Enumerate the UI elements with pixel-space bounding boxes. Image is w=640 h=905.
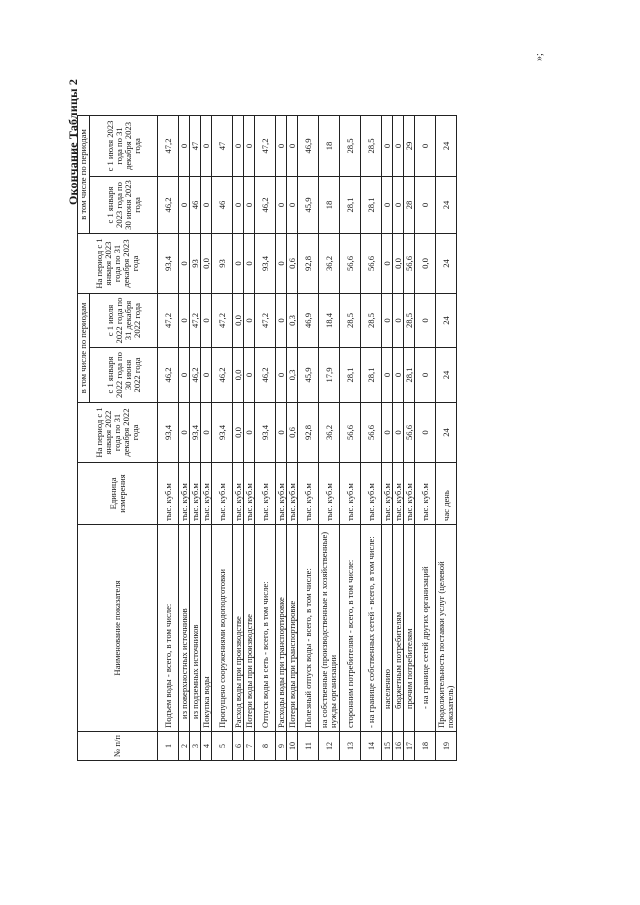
header-h2-2022: с 1 июля 2022 года по 31 декабря 2022 года (90, 294, 158, 348)
row-indicator-name: Продолжительность поставки услуг (целевой показатель) (436, 525, 457, 732)
row-number: 4 (201, 732, 212, 761)
row-value: 28,5 (404, 294, 415, 348)
row-value: 0 (415, 177, 436, 234)
row-indicator-name: из поверхностных источников (179, 525, 190, 732)
header-h2-2023: с 1 июля 2023 года по 31 декабря 2023 года (90, 116, 158, 177)
row-value: 0 (393, 177, 404, 234)
table-row (179, 116, 190, 761)
row-number: 5 (212, 732, 233, 761)
table-caption: Окончание Таблицы 2 (66, 78, 80, 205)
header-h1-2023: с 1 января 2023 года по 30 июня 2023 года (90, 177, 158, 234)
table-row (158, 116, 179, 761)
row-value: 0,0 (233, 403, 244, 463)
row-value: 0 (233, 177, 244, 234)
row-value: 0 (233, 116, 244, 177)
row-unit: тыс. куб.м (276, 463, 287, 525)
row-value: 0 (382, 234, 393, 294)
row-value: 0 (276, 403, 287, 463)
table-row (404, 116, 415, 761)
row-value: 28,1 (404, 348, 415, 403)
row-value: 0 (393, 348, 404, 403)
row-value: 56,6 (340, 403, 361, 463)
row-value: 93 (190, 234, 201, 294)
row-number: 8 (255, 732, 276, 761)
table-row (233, 116, 244, 761)
row-value: 93,4 (158, 403, 179, 463)
row-value: 0 (244, 234, 255, 294)
row-value: 0 (287, 177, 298, 234)
row-value: 29 (404, 116, 415, 177)
row-value: 24 (436, 177, 457, 234)
row-value: 93,4 (255, 234, 276, 294)
row-value: 46,9 (298, 294, 319, 348)
row-value: 0 (393, 116, 404, 177)
header-sub-2022: в том числе по периодам (78, 294, 90, 403)
row-value: 0 (382, 116, 393, 177)
row-value: 28 (404, 177, 415, 234)
row-value: 46,2 (255, 177, 276, 234)
row-value: 46,2 (255, 348, 276, 403)
row-value: 0 (276, 294, 287, 348)
row-unit: тыс. куб.м (212, 463, 233, 525)
row-indicator-name: Потери воды при транспортировке (287, 525, 298, 732)
row-value: 18 (319, 116, 340, 177)
row-value: 0 (179, 234, 190, 294)
row-value: 28,5 (340, 116, 361, 177)
row-unit: тыс. куб.м (233, 463, 244, 525)
row-value: 0 (244, 177, 255, 234)
row-value: 93,4 (158, 234, 179, 294)
row-value: 0 (244, 348, 255, 403)
row-number: 13 (340, 732, 361, 761)
table-row (212, 116, 233, 761)
row-indicator-name: сторонним потребителям - всего, в том числе: (340, 525, 361, 732)
row-number: 6 (233, 732, 244, 761)
header-h1-2022: с 1 января 2022 года по 30 июня 2022 года (90, 348, 158, 403)
row-value: 28,5 (340, 294, 361, 348)
table-row (255, 116, 276, 761)
row-value: 46,9 (298, 116, 319, 177)
row-value: 92,8 (298, 234, 319, 294)
row-value: 24 (436, 294, 457, 348)
water-balance-table (77, 115, 457, 761)
row-value: 24 (436, 348, 457, 403)
row-value: 0 (201, 177, 212, 234)
table-row (361, 116, 382, 761)
row-number: 1 (158, 732, 179, 761)
row-value: 28,1 (340, 177, 361, 234)
row-value: 0 (382, 403, 393, 463)
row-value: 47,2 (158, 116, 179, 177)
row-unit: тыс. куб.м (298, 463, 319, 525)
row-value: 24 (436, 116, 457, 177)
row-value: 0,0 (201, 234, 212, 294)
row-value: 17,9 (319, 348, 340, 403)
row-value: 0 (415, 403, 436, 463)
row-value: 0,0 (415, 234, 436, 294)
row-unit: тыс. куб.м (340, 463, 361, 525)
table-row (201, 116, 212, 761)
row-number: 16 (393, 732, 404, 761)
row-value: 0 (382, 348, 393, 403)
row-value: 0 (244, 116, 255, 177)
table-row (319, 116, 340, 761)
row-number: 12 (319, 732, 340, 761)
table-row (393, 116, 404, 761)
row-indicator-name: бюджетным потребителям (393, 525, 404, 732)
row-unit: тыс. куб.м (287, 463, 298, 525)
table-row (244, 116, 255, 761)
table-row (276, 116, 287, 761)
row-unit: час день (436, 463, 457, 525)
row-value: 0 (382, 177, 393, 234)
row-indicator-name: Полезный отпуск воды - всего, в том числе: (298, 525, 319, 732)
row-value: 28,1 (361, 177, 382, 234)
row-value: 46,2 (158, 348, 179, 403)
row-value: 45,9 (298, 348, 319, 403)
row-value: 47 (212, 116, 233, 177)
row-value: 93,4 (255, 403, 276, 463)
row-number: 10 (287, 732, 298, 761)
row-value: 36,2 (319, 403, 340, 463)
row-number: 11 (298, 732, 319, 761)
row-unit: тыс. куб.м (255, 463, 276, 525)
table-row (298, 116, 319, 761)
row-value: 0 (276, 234, 287, 294)
row-value: 46,2 (212, 348, 233, 403)
row-value: 56,6 (340, 234, 361, 294)
row-value: 0 (201, 116, 212, 177)
row-number: 18 (415, 732, 436, 761)
row-value: 0 (179, 177, 190, 234)
row-unit: тыс. куб.м (415, 463, 436, 525)
row-value: 47,2 (255, 116, 276, 177)
row-value: 0,3 (287, 294, 298, 348)
row-value: 24 (436, 403, 457, 463)
row-indicator-name: - на границе собственных сетей - всего, в том числе: (361, 525, 382, 732)
row-value: 36,2 (319, 234, 340, 294)
row-value: 0 (287, 116, 298, 177)
row-value: 18 (319, 177, 340, 234)
row-value: 0 (276, 116, 287, 177)
row-value: 56,6 (404, 234, 415, 294)
row-number: 15 (382, 732, 393, 761)
row-value: 0,0 (233, 348, 244, 403)
row-value: 0,0 (233, 294, 244, 348)
row-value: 0,3 (287, 348, 298, 403)
row-value: 28,1 (340, 348, 361, 403)
row-indicator-name: Расход воды при производстве (233, 525, 244, 732)
table-row (436, 116, 457, 761)
row-value: 28,5 (361, 294, 382, 348)
row-indicator-name: на собственные (производственные и хозяйственные) нужды организации (319, 525, 340, 732)
row-unit: тыс. куб.м (158, 463, 179, 525)
row-value: 0 (244, 294, 255, 348)
row-value: 0 (415, 348, 436, 403)
row-value: 0 (179, 294, 190, 348)
row-value: 47 (190, 116, 201, 177)
row-indicator-name: населению (382, 525, 393, 732)
table-row (340, 116, 361, 761)
row-unit: тыс. куб.м (190, 463, 201, 525)
header-sub-2023: в том числе по периодам (78, 116, 90, 234)
header-period-2023: На период с 1 января 2023 года по 31 декабря 2023 года (78, 234, 158, 294)
row-value: 0,6 (287, 403, 298, 463)
row-unit: тыс. куб.м (361, 463, 382, 525)
row-value: 0 (201, 348, 212, 403)
row-value: 0 (233, 234, 244, 294)
row-value: 46 (212, 177, 233, 234)
row-indicator-name: - на границе сетей других организаций (415, 525, 436, 732)
row-value: 28,1 (361, 348, 382, 403)
row-value: 0 (244, 403, 255, 463)
row-value: 0 (393, 403, 404, 463)
row-value: 56,6 (361, 234, 382, 294)
row-number: 3 (190, 732, 201, 761)
row-value: 0 (415, 294, 436, 348)
row-indicator-name: Подъем воды - всего, в том числе: (158, 525, 179, 732)
header-unit: Единица измерения (78, 463, 158, 525)
row-value: 46,2 (190, 348, 201, 403)
row-unit: тыс. куб.м (244, 463, 255, 525)
row-value: 0,0 (393, 234, 404, 294)
row-indicator-name: Отпуск воды в сеть - всего, в том числе: (255, 525, 276, 732)
header-period-2022: На период с 1 января 2022 года по 31 декабря 2022 года (78, 403, 158, 463)
row-indicator-name: Покупка воды (201, 525, 212, 732)
row-unit: тыс. куб.м (201, 463, 212, 525)
row-indicator-name: из подземных источников (190, 525, 201, 732)
row-value: 56,6 (404, 403, 415, 463)
row-value: 0 (179, 403, 190, 463)
row-value: 93 (212, 234, 233, 294)
row-value: 0 (201, 403, 212, 463)
header-num: № п/п (78, 732, 158, 761)
row-value: 47,2 (212, 294, 233, 348)
table-row (190, 116, 201, 761)
row-value: 18,4 (319, 294, 340, 348)
table-row (287, 116, 298, 761)
row-value: 47,2 (158, 294, 179, 348)
row-value: 56,6 (361, 403, 382, 463)
closing-quote: »; (534, 53, 545, 61)
row-value: 0,6 (287, 234, 298, 294)
row-value: 46,2 (158, 177, 179, 234)
row-unit: тыс. куб.м (382, 463, 393, 525)
row-number: 2 (179, 732, 190, 761)
row-value: 0 (179, 116, 190, 177)
row-value: 46 (190, 177, 201, 234)
row-value: 0 (276, 177, 287, 234)
row-number: 9 (276, 732, 287, 761)
row-unit: тыс. куб.м (179, 463, 190, 525)
row-value: 0 (179, 348, 190, 403)
row-unit: тыс. куб.м (319, 463, 340, 525)
table-row (415, 116, 436, 761)
row-value: 93,4 (190, 403, 201, 463)
table-row (382, 116, 393, 761)
row-value: 0 (201, 294, 212, 348)
row-unit: тыс. куб.м (404, 463, 415, 525)
row-number: 7 (244, 732, 255, 761)
row-value: 0 (276, 348, 287, 403)
row-number: 19 (436, 732, 457, 761)
row-value: 47,2 (190, 294, 201, 348)
row-value: 24 (436, 234, 457, 294)
row-value: 0 (415, 116, 436, 177)
row-value: 0 (393, 294, 404, 348)
row-value: 93,4 (212, 403, 233, 463)
row-value: 28,5 (361, 116, 382, 177)
row-value: 0 (382, 294, 393, 348)
row-value: 92,8 (298, 403, 319, 463)
table-body (158, 116, 457, 761)
header-name: Наименование показателя (78, 525, 158, 732)
row-number: 17 (404, 732, 415, 761)
row-indicator-name: Расходы воды при транспортировке (276, 525, 287, 732)
row-indicator-name: прочим потребителям (404, 525, 415, 732)
row-indicator-name: Пропущено сооружениями водоподготовки (212, 525, 233, 732)
row-value: 45,9 (298, 177, 319, 234)
row-number: 14 (361, 732, 382, 761)
row-indicator-name: Потери воды при производстве (244, 525, 255, 732)
row-unit: тыс. куб.м (393, 463, 404, 525)
row-value: 47,2 (255, 294, 276, 348)
